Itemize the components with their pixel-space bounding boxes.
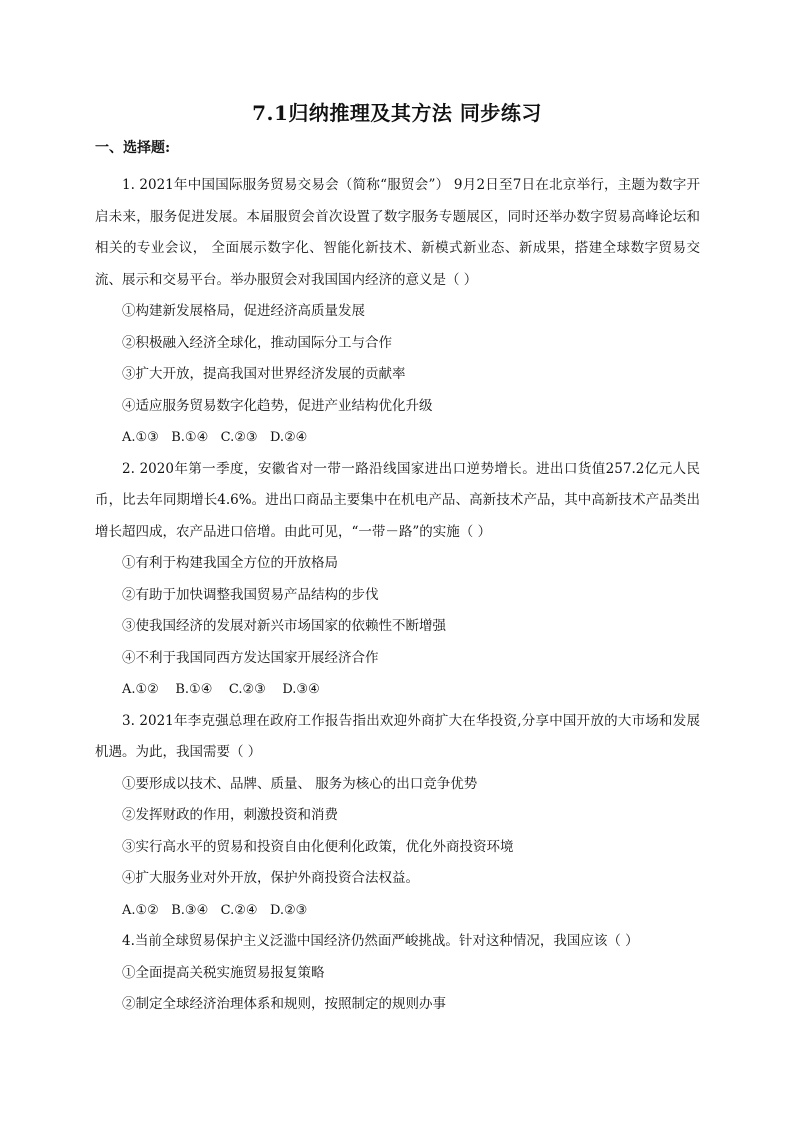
option-item: ④扩大服务业对外开放，保护外商投资合法权益。 [122,870,419,886]
page-title: 7.1归纳推理及其方法 同步练习 [252,101,542,125]
option-item: ②积极融入经济全球化，推动国际分工与合作 [122,334,392,351]
option-item: ②有助于加快调整我国贸易产品结构的步伐 [122,586,379,603]
question-stem: 2. 2020年第一季度，安徽省对一带一路沿线国家进出口逆势增长。进出口货值257.2亿元人民币，比去年同期增长4.6%。进出口商品主要集中在机电产品、高新技术产品，其中高新技术产品类出增长超四成，农产品进口倍增。由此可见，“一带－路”的实施（ ） [95,460,700,540]
option-item: ④适应服务贸易数字化趋势，促进产业结构优化升级 [122,397,433,414]
option-item: ②发挥财政的作用，刺激投资和消费 [122,807,338,823]
option-item: ④不利于我国同西方发达国家开展经济合作 [122,649,379,666]
option-item: ③使我国经济的发展对新兴市场国家的依赖性不断增强 [122,618,446,634]
option-item: ①有利于构建我国全方位的开放格局 [122,555,338,571]
answer-choices: A.①② B.③④ C.②④ D.②③ [122,902,308,918]
question-3 [95,706,700,927]
answer-choices: A.①② B.①④ C.②③ D.③④ [122,682,320,697]
question-2 [95,454,700,706]
option-item: ③扩大开放，提高我国对世界经济发展的贡献率 [122,366,406,382]
question-stem: 4.当前全球贸易保护主义泛滥中国经济仍然面严峻挑战。针对这种情况，我国应该（ ） [122,933,639,949]
question-stem: 1. 2021年中国国际服务贸易交易会（简称“服贸会”） 9月2日至7日在北京举行，主题为数字开启未来，服务促进发展。本届服贸会首次设置了数字服务专题展区，同时还举办数字贸易高峰论坛和相关的专业会议， 全面展示数字化、智能化新技术、新模式新业态、新成果，搭建全球数字贸易交流、展示和交易平台。举办服贸会对我国国内经济的意义是（ ） [95,177,700,288]
option-item: ②制定全球经济治理体系和规则，按照制定的规则办事 [122,996,446,1012]
option-item: ①全面提高关税实施贸易报复策略 [122,964,325,981]
question-1 [95,170,700,454]
option-item: ①构建新发展格局，促进经济高质量发展 [122,303,365,319]
answer-choices: A.①③ B.①④ C.②③ D.②④ [122,430,308,445]
option-item: ③实行高水平的贸易和投资自由化便利化政策，优化外商投资环境 [122,838,514,855]
question-stem: 3. 2021年李克强总理在政府工作报告指出欢迎外商扩大在华投资,分享中国开放的大市场和发展机遇。为此，我国需要（ ） [95,712,700,760]
section-heading: 一、选择题: [95,140,171,156]
option-item: ①要形成以技术、品牌、质量、 服务为核心的出口竞争优势 [122,775,478,792]
questions-container [95,170,700,1021]
question-4 [95,926,700,1021]
